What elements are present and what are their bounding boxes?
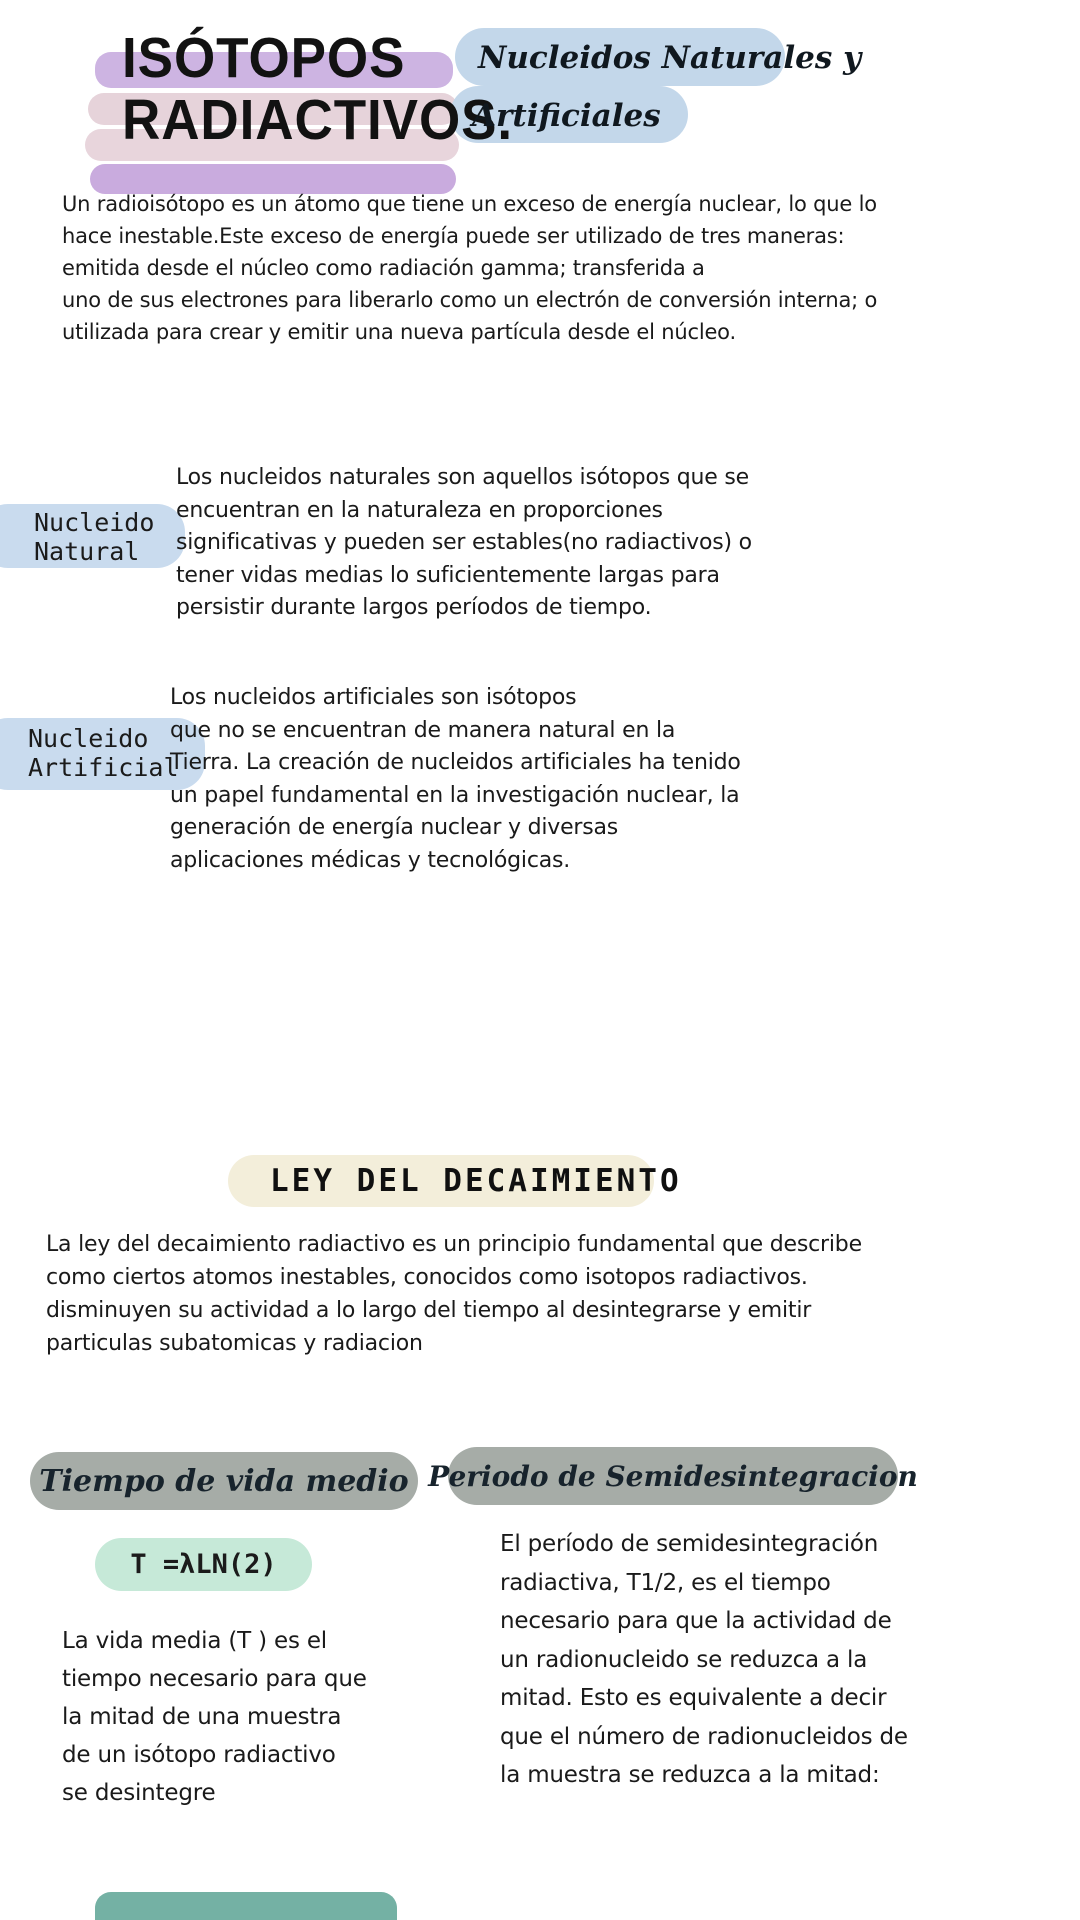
semi-heading: Periodo de Semidesintegracion [428, 1459, 918, 1493]
intro-line: utilizada para crear y emitir una nueva partícula desde el núcleo. [62, 320, 736, 344]
half-life-line: se desintegre [62, 1780, 216, 1806]
semi-paragraph [500, 1525, 908, 1795]
decay-line: disminuyen su actividad a lo largo del tiempo al desintegrarse y emitir [46, 1298, 812, 1323]
artificial-line: que no se encuentran de manera natural en la [170, 717, 676, 743]
decay-heading: LEY DEL DECAIMIENTO [270, 1163, 682, 1199]
artificial-label-line1: Nucleido [28, 724, 149, 753]
decay-line: como ciertos atomos inestables, conocidos como isotopos radiactivos. [46, 1265, 808, 1290]
intro-line: emitida desde el núcleo como radiación gamma; transferida a [62, 256, 705, 280]
semi-line: mitad. Esto es equivalente a decir [500, 1685, 887, 1711]
half-life-formula-pill [95, 1538, 312, 1591]
artificial-label-line2: Artificial [28, 753, 179, 782]
artificial-line: Los nucleidos artificiales son isótopos [170, 685, 577, 710]
decay-paragraph [46, 1228, 862, 1360]
artificial-line: aplicaciones médicas y tecnológicas. [170, 847, 571, 873]
half-life-formula: T =λLN(2) [130, 1549, 277, 1580]
semi-line: un radionucleido se reduzca a la [500, 1646, 868, 1673]
decay-line: particulas subatomicas y radiacion [46, 1331, 423, 1356]
half-life-line: de un isótopo radiactivo [62, 1742, 336, 1768]
semi-line: que el número de radionucleidos de [500, 1723, 908, 1750]
natural-paragraph [176, 462, 752, 625]
natural-line: encuentran en la naturaleza en proporciones [176, 497, 663, 523]
decay-line: La ley del decaimiento radiactivo es un principio fundamental que describe [46, 1232, 862, 1257]
intro-paragraph [62, 188, 877, 348]
next-section-pill-cutoff [95, 1892, 397, 1920]
natural-line: persistir durante largos períodos de tiempo. [176, 595, 652, 620]
page-title-line2: RADIACTIVOS. [122, 88, 514, 152]
page-title-line1: ISÓTOPOS [122, 26, 406, 90]
natural-label-line2: Natural [34, 537, 140, 566]
artificial-label [28, 724, 179, 782]
natural-label [34, 508, 154, 566]
half-life-paragraph [62, 1622, 367, 1812]
artificial-line: un papel fundamental en la investigación nuclear, la [170, 782, 740, 808]
half-life-line: tiempo necesario para que [62, 1666, 367, 1692]
intro-line: uno de sus electrones para liberarlo como un electrón de conversión interna; o [62, 288, 878, 312]
subtitle-line1: Nucleidos Naturales y [478, 40, 862, 76]
semi-line: El período de semidesintegración [500, 1531, 879, 1557]
semi-heading-pill [428, 1447, 918, 1505]
artificial-paragraph [170, 682, 741, 877]
natural-line: tener vidas medias lo suficientemente largas para [176, 562, 720, 588]
half-life-line: la mitad de una muestra [62, 1704, 342, 1730]
semi-line: radiactiva, T1/2, es el tiempo [500, 1569, 831, 1596]
natural-label-line1: Nucleido [34, 508, 155, 537]
artificial-line: generación de energía nuclear y diversas [170, 815, 619, 840]
natural-line: Los nucleidos naturales son aquellos isótopos que se [176, 465, 749, 490]
semi-line: la muestra se reduzca a la mitad: [500, 1762, 880, 1788]
artificial-line: Tierra. La creación de nucleidos artificiales ha tenido [170, 750, 741, 775]
subtitle-line2: Artificiales [472, 98, 661, 134]
intro-line: hace inestable.Este exceso de energía puede ser utilizado de tres maneras: [62, 224, 845, 248]
half-life-heading-pill [30, 1452, 418, 1510]
natural-line: significativas y pueden ser estables(no radiactivos) o [176, 530, 752, 555]
semi-line: necesario para que la actividad de [500, 1608, 892, 1634]
half-life-heading: Tiempo de vida medio [39, 1463, 409, 1499]
intro-line: Un radioisótopo es un átomo que tiene un exceso de energía nuclear, lo que lo [62, 192, 877, 216]
half-life-line: La vida media (T ) es el [62, 1628, 327, 1654]
